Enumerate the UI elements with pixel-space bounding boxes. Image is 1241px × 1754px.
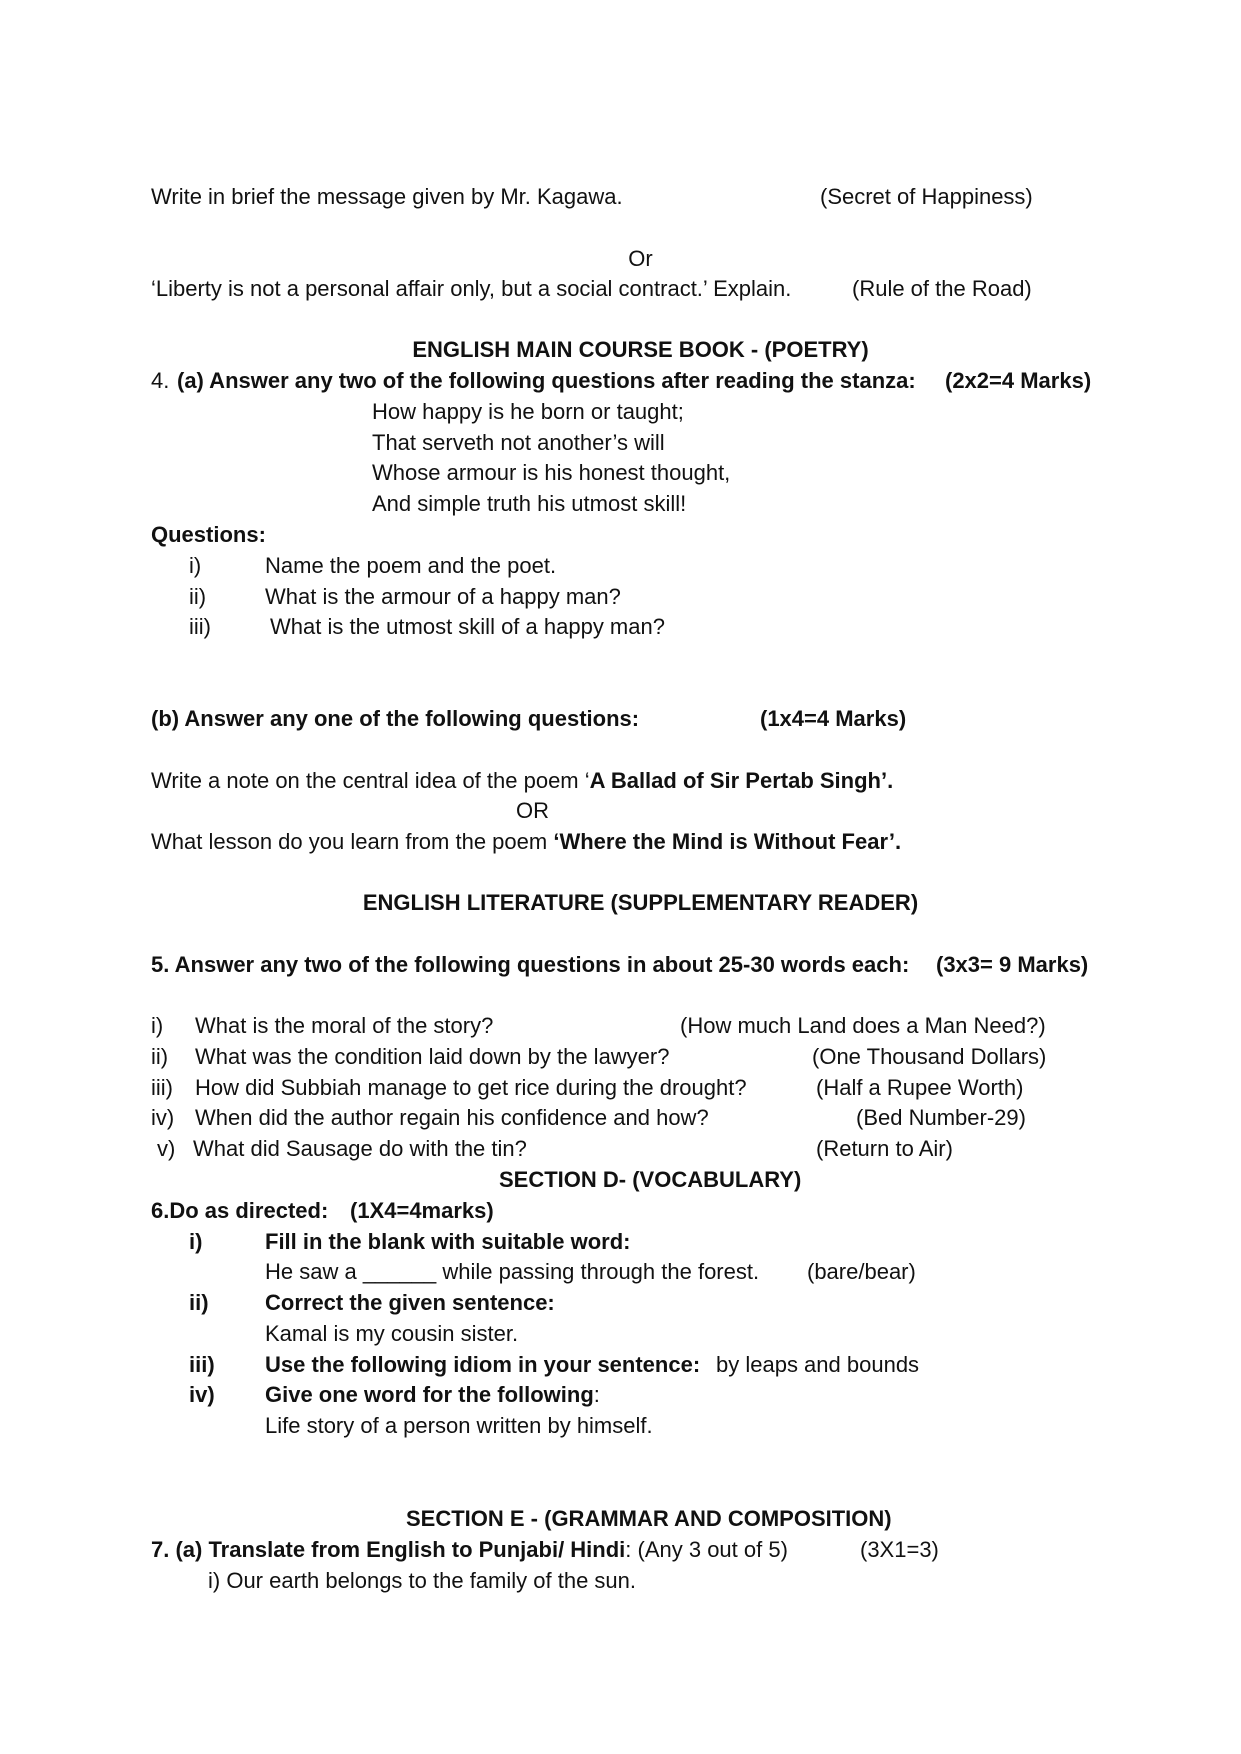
q4b-marks: (1x4=4 Marks) (760, 706, 907, 731)
q4b-option-1-text: Write a note on the central idea of the poem ‘ (151, 768, 590, 793)
question-kagawa: Write in brief the message given by Mr. Kagawa. (151, 184, 623, 209)
list-item-number: ii) (151, 1044, 169, 1069)
vocab-item-detail: Kamal is my cousin sister. (265, 1321, 519, 1346)
vocab-item-number: iv) (189, 1382, 215, 1407)
vocab-item-number: i) (189, 1229, 203, 1254)
vocab-item-colon: : (593, 1382, 600, 1407)
q4b-option-1 (151, 767, 893, 795)
question-number: i) (189, 553, 202, 578)
vocab-item-idiom: by leaps and bounds (716, 1352, 920, 1377)
literature-heading: ENGLISH LITERATURE (SUPPLEMENTARY READER) (362, 890, 919, 915)
list-item-number: i) (151, 1013, 164, 1038)
list-item-ref: (Bed Number-29) (856, 1105, 1026, 1130)
vocab-item-title: Fill in the blank with suitable word: (265, 1229, 631, 1254)
list-item-text: When did the author regain his confidence and how? (195, 1105, 709, 1130)
questions-label: Questions: (151, 522, 266, 547)
stanza-line: How happy is he born or taught; (372, 399, 684, 424)
q5-marks: (3x3= 9 Marks) (936, 952, 1089, 977)
q6-marks: (1X4=4marks) (350, 1198, 494, 1223)
q7-rest: : (Any 3 out of 5) (625, 1537, 788, 1562)
or-separator: Or (628, 246, 653, 271)
vocab-item-title: Give one word for the following (265, 1382, 594, 1407)
vocab-item-number: ii) (189, 1290, 209, 1315)
vocab-item-detail: He saw a ______ while passing through the forest. (265, 1259, 760, 1284)
question-liberty-ref: (Rule of the Road) (852, 276, 1032, 301)
or-separator: OR (516, 798, 549, 823)
grammar-heading: SECTION E - (GRAMMAR AND COMPOSITION) (406, 1506, 892, 1531)
list-item-text: How did Subbiah manage to get rice during the drought? (195, 1075, 747, 1100)
q4b-option-2-text: What lesson do you learn from the poem (151, 829, 554, 854)
question-kagawa-ref: (Secret of Happiness) (820, 184, 1033, 209)
list-item-number: v) (157, 1136, 176, 1161)
list-item-ref: (Return to Air) (816, 1136, 953, 1161)
question-text: Name the poem and the poet. (265, 553, 557, 578)
poetry-heading: ENGLISH MAIN COURSE BOOK - (POETRY) (412, 337, 869, 362)
stanza-line: That serveth not another’s will (372, 430, 665, 455)
translate-item: i) Our earth belongs to the family of the sun. (208, 1568, 637, 1593)
q4b-instruction: (b) Answer any one of the following questions: (151, 706, 640, 731)
question-number: iii) (189, 614, 211, 639)
q7-instruction (151, 1536, 788, 1564)
q5-instruction: 5. Answer any two of the following questions in about 25-30 words each: (151, 952, 910, 977)
q4-number: 4. (151, 368, 170, 393)
vocab-item-hint: (bare/bear) (807, 1259, 916, 1284)
list-item-text: What did Sausage do with the tin? (193, 1136, 527, 1161)
list-item-text: What was the condition laid down by the lawyer? (195, 1044, 670, 1069)
q7-title: 7. (a) Translate from English to Punjabi/ Hindi (151, 1537, 626, 1562)
question-text: What is the armour of a happy man? (265, 584, 621, 609)
list-item-ref: (Half a Rupee Worth) (816, 1075, 1024, 1100)
stanza-line: Whose armour is his honest thought, (372, 460, 731, 485)
q4b-option-1-title: A Ballad of Sir Pertab Singh’. (589, 768, 894, 793)
vocab-item-number: iii) (189, 1352, 215, 1377)
list-item-text: What is the moral of the story? (195, 1013, 494, 1038)
vocab-item-title: Correct the given sentence: (265, 1290, 555, 1315)
question-text: What is the utmost skill of a happy man? (270, 614, 665, 639)
question-liberty: ‘Liberty is not a personal affair only, but a social contract.’ Explain. (151, 276, 792, 301)
stanza-line: And simple truth his utmost skill! (372, 491, 687, 516)
q7-marks: (3X1=3) (860, 1537, 939, 1562)
question-number: ii) (189, 584, 207, 609)
q6-instruction: 6.Do as directed: (151, 1198, 329, 1223)
list-item-number: iii) (151, 1075, 173, 1100)
q4a-instruction: (a) Answer any two of the following questions after reading the stanza: (177, 368, 916, 393)
vocab-item-title: Use the following idiom in your sentence: (265, 1352, 701, 1377)
vocab-item-detail: Life story of a person written by himself. (265, 1413, 653, 1438)
q4b-option-2-title: ‘Where the Mind is Without Fear’. (553, 829, 902, 854)
list-item-ref: (One Thousand Dollars) (812, 1044, 1047, 1069)
q4a-marks: (2x2=4 Marks) (945, 368, 1092, 393)
vocab-item-heading (265, 1381, 600, 1409)
list-item-number: iv) (151, 1105, 175, 1130)
list-item-ref: (How much Land does a Man Need?) (680, 1013, 1046, 1038)
q4b-option-2 (151, 828, 901, 856)
vocabulary-heading: SECTION D- (VOCABULARY) (499, 1167, 802, 1192)
